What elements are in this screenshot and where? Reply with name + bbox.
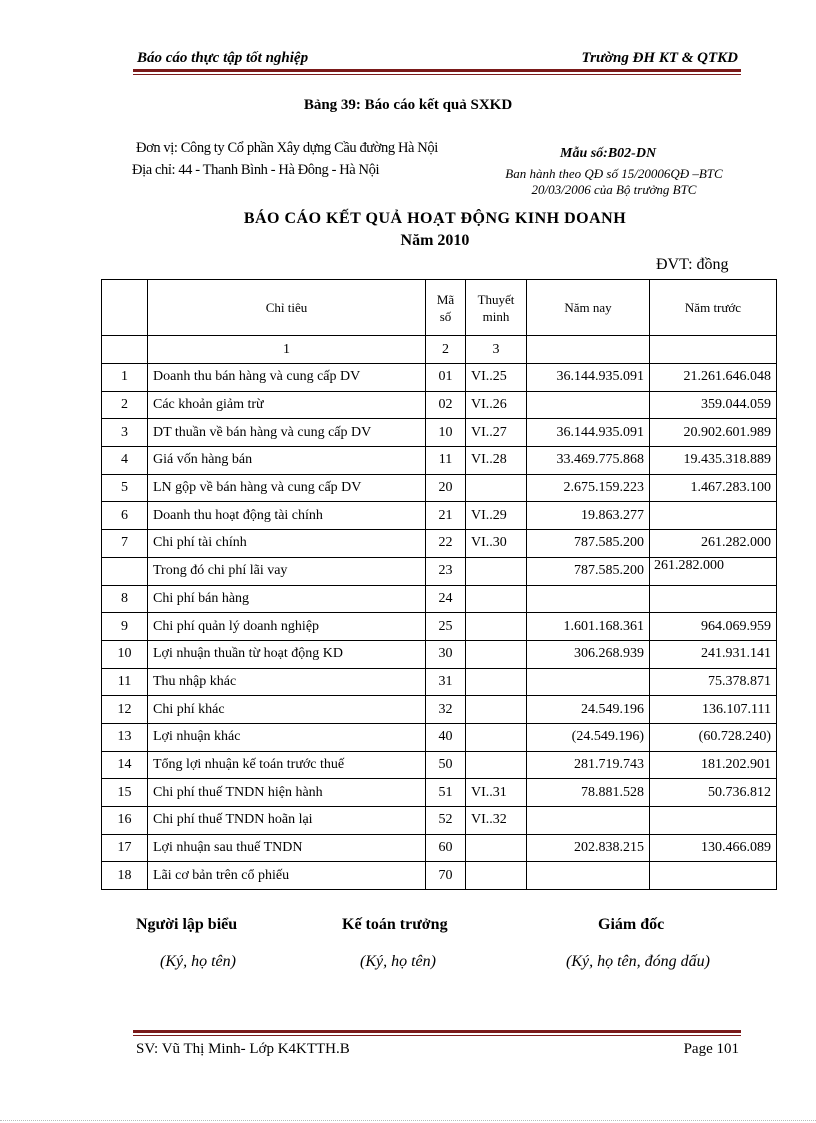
report-year: Năm 2010 [400,232,470,249]
row-current: 36.144.935.091 [527,419,650,447]
table-row [102,723,777,751]
row-current [527,668,650,696]
row-previous: 130.466.089 [650,834,777,862]
row-previous: 181.202.901 [650,751,777,779]
table-row [102,807,777,835]
footer-rule [133,1030,741,1033]
row-name: Chi phí khác [148,696,426,724]
row-name: Tổng lợi nhuận kế toán trước thuế [148,751,426,779]
row-name: Lợi nhuận sau thuế TNDN [148,834,426,862]
row-code: 50 [426,751,466,779]
row-current: 2.675.159.223 [527,474,650,502]
row-note [466,613,527,641]
row-previous [650,585,777,613]
row-code: 60 [426,834,466,862]
row-name: LN gộp về bán hàng và cung cấp DV [148,474,426,502]
row-stt: 9 [102,613,148,641]
form-issued-line2: 20/03/2006 của Bộ trưởng BTC [531,182,697,197]
row-stt: 6 [102,502,148,530]
row-name: Lợi nhuận khác [148,723,426,751]
header-name: Chỉ tiêu [148,280,426,336]
row-note [466,751,527,779]
row-note: VI..30 [466,530,527,558]
row-previous [650,807,777,835]
row-note [466,474,527,502]
table-row [102,751,777,779]
row-stt: 11 [102,668,148,696]
row-previous: 136.107.111 [650,696,777,724]
table-row [102,447,777,475]
row-note [466,640,527,668]
row-code: 25 [426,613,466,641]
row-stt: 4 [102,447,148,475]
row-current: 78.881.528 [527,779,650,807]
row-note: VI..32 [466,807,527,835]
header-code-l1: Mã [436,291,455,307]
row-current: 24.549.196 [527,696,650,724]
row-previous [650,502,777,530]
signature-director-title: Giám đốc [598,916,665,933]
row-current: 19.863.277 [527,502,650,530]
row-name: DT thuần về bán hàng và cung cấp DV [148,419,426,447]
row-name: Chi phí thuế TNDN hiện hành [148,779,426,807]
row-stt: 18 [102,862,148,890]
table-row [102,364,777,392]
row-name: Thu nhập khác [148,668,426,696]
row-note [466,668,527,696]
row-code: 32 [426,696,466,724]
index-cell: 3 [466,336,527,364]
row-name: Các khoản giảm trừ [148,391,426,419]
row-code: 40 [426,723,466,751]
table-row [102,696,777,724]
header-code-l2: số [439,308,452,324]
header-current: Năm nay [527,280,650,336]
row-name: Chi phí bán hàng [148,585,426,613]
row-name: Doanh thu bán hàng và cung cấp DV [148,364,426,392]
row-name: Lợi nhuận thuần từ hoạt động KD [148,640,426,668]
currency-unit: ĐVT: đồng [656,256,729,273]
signature-director-note: (Ký, họ tên, đóng dấu) [566,953,710,970]
row-note: VI..31 [466,779,527,807]
row-previous: 1.467.283.100 [650,474,777,502]
table-row [102,530,777,558]
table-row [102,834,777,862]
form-code: Mẫu số:B02-DN [560,146,657,161]
header-note-l2: minh [482,308,510,324]
table-row [102,557,777,585]
row-previous: 261.282.000 [650,530,777,558]
row-note: VI..26 [466,391,527,419]
row-stt: 7 [102,530,148,558]
row-current [527,391,650,419]
row-stt: 1 [102,364,148,392]
row-previous: 19.435.318.889 [650,447,777,475]
row-note [466,696,527,724]
row-previous: 75.378.871 [650,668,777,696]
row-stt: 8 [102,585,148,613]
row-name: Chi phí thuế TNDN hoãn lại [148,807,426,835]
row-current: 281.719.743 [527,751,650,779]
company-unit: Đơn vị: Công ty Cổ phần Xây dựng Cầu đường Hà Nội [136,140,438,156]
row-note [466,834,527,862]
row-code: 10 [426,419,466,447]
row-previous: 261.282.000 [650,557,777,585]
header-note [466,280,527,336]
table-row [102,419,777,447]
table-row [102,779,777,807]
row-current [527,585,650,613]
row-code: 21 [426,502,466,530]
row-note [466,723,527,751]
signature-chief-accountant-note: (Ký, họ tên) [360,953,436,970]
row-stt: 16 [102,807,148,835]
company-address: Địa chỉ: 44 - Thanh Bình - Hà Đông - Hà Nội [132,162,380,178]
row-code: 22 [426,530,466,558]
index-cell: 2 [426,336,466,364]
row-current: 36.144.935.091 [527,364,650,392]
header-code [426,280,466,336]
row-stt: 2 [102,391,148,419]
footer-student: SV: Vũ Thị Minh- Lớp K4KTTH.B [136,1041,350,1057]
row-current: 33.469.775.868 [527,447,650,475]
row-stt: 13 [102,723,148,751]
signature-preparer-title: Người lập biểu [136,916,238,933]
table-row [102,585,777,613]
table-row [102,474,777,502]
row-current: 306.268.939 [527,640,650,668]
row-stt: 17 [102,834,148,862]
row-name: Lãi cơ bản trên cổ phiếu [148,862,426,890]
header-rule-thin [133,74,741,75]
table-caption: Bảng 39: Báo cáo kết quả SXKD [303,97,513,113]
row-name: Trong đó chi phí lãi vay [148,557,426,585]
row-previous: 964.069.959 [650,613,777,641]
header-previous: Năm trước [650,280,777,336]
row-current: (24.549.196) [527,723,650,751]
row-name: Giá vốn hàng bán [148,447,426,475]
row-code: 23 [426,557,466,585]
footer-page-number: Page 101 [683,1041,739,1057]
row-stt: 3 [102,419,148,447]
table-header-row [102,280,777,336]
row-name: Doanh thu hoạt động tài chính [148,502,426,530]
header-stt [102,280,148,336]
row-note: VI..29 [466,502,527,530]
row-code: 70 [426,862,466,890]
row-previous: 50.736.812 [650,779,777,807]
table-row [102,640,777,668]
index-cell [650,336,777,364]
row-code: 01 [426,364,466,392]
row-previous: 20.902.601.989 [650,419,777,447]
header-note-l1: Thuyết [477,291,515,307]
index-cell [527,336,650,364]
row-note [466,862,527,890]
table-row [102,613,777,641]
row-current: 787.585.200 [527,557,650,585]
row-current: 787.585.200 [527,530,650,558]
row-name: Chi phí tài chính [148,530,426,558]
header-rule [133,69,741,72]
row-previous: 359.044.059 [650,391,777,419]
row-code: 30 [426,640,466,668]
row-note: VI..27 [466,419,527,447]
row-note [466,557,527,585]
row-stt: 5 [102,474,148,502]
header-right: Trường ĐH KT & QTKD [581,50,738,66]
row-stt [102,557,148,585]
row-stt: 10 [102,640,148,668]
row-note: VI..28 [466,447,527,475]
row-stt: 12 [102,696,148,724]
table-row [102,391,777,419]
index-cell [102,336,148,364]
row-previous: 21.261.646.048 [650,364,777,392]
form-issued-line1: Ban hành theo QĐ số 15/20006QĐ –BTC [505,166,723,181]
row-code: 11 [426,447,466,475]
row-code: 02 [426,391,466,419]
signature-chief-accountant-title: Kế toán trưởng [342,916,448,933]
row-code: 51 [426,779,466,807]
row-stt: 14 [102,751,148,779]
income-statement-table [101,279,777,890]
page-edge [0,1120,816,1121]
row-code: 31 [426,668,466,696]
row-note: VI..25 [466,364,527,392]
row-note [466,585,527,613]
row-previous: (60.728.240) [650,723,777,751]
row-current: 202.838.215 [527,834,650,862]
header-left: Báo cáo thực tập tốt nghiệp [137,50,309,66]
table-row [102,668,777,696]
table-index-row [102,336,777,364]
footer-rule-thin [133,1035,741,1036]
table-row [102,502,777,530]
row-previous [650,862,777,890]
signature-preparer-note: (Ký, họ tên) [160,953,236,970]
row-current [527,807,650,835]
row-previous: 241.931.141 [650,640,777,668]
index-cell: 1 [148,336,426,364]
row-current: 1.601.168.361 [527,613,650,641]
report-title: BÁO CÁO KẾT QUẢ HOẠT ĐỘNG KINH DOANH [243,210,627,227]
row-current [527,862,650,890]
row-code: 20 [426,474,466,502]
table-row [102,862,777,890]
row-code: 52 [426,807,466,835]
row-name: Chi phí quản lý doanh nghiệp [148,613,426,641]
row-stt: 15 [102,779,148,807]
row-code: 24 [426,585,466,613]
